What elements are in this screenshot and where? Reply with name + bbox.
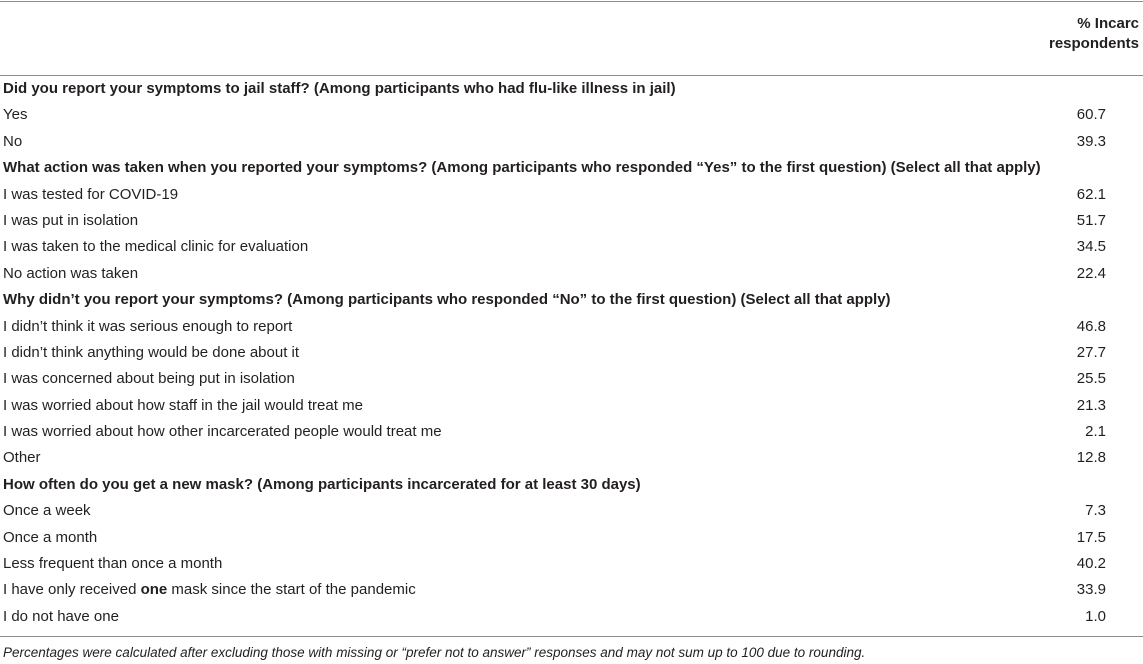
section-header-label: Why didn’t you report your symptoms? (Among participants who responded “No” to the first question) (Select all that apply) [3, 291, 891, 309]
row-label [3, 577, 416, 603]
row-value: 7.3 [1085, 502, 1106, 520]
table-body [0, 76, 1143, 630]
table-row [0, 525, 1143, 551]
row-value: 39.3 [1076, 132, 1106, 150]
table-row [0, 208, 1143, 234]
row-label: Yes [3, 106, 28, 124]
row-label: I was put in isolation [3, 211, 139, 229]
section-header-label: How often do you get a new mask? (Among participants incarcerated for at least 30 days) [3, 475, 641, 493]
row-value: 46.8 [1076, 317, 1106, 335]
row-label: Other [3, 449, 41, 467]
row-label: I do not have one [3, 607, 119, 625]
section-header-label: What action was taken when you reported your symptoms? (Among participants who responded “Yes” to the first question) (Select all that apply) [3, 159, 1041, 177]
section-header-row [0, 155, 1143, 181]
row-value: 22.4 [1076, 264, 1106, 282]
section-header-row [0, 76, 1143, 102]
row-label: Once a month [3, 528, 98, 546]
row-label: I didn’t think anything would be done about it [3, 343, 300, 361]
table-row [0, 577, 1143, 603]
table-row [0, 419, 1143, 445]
row-value: 60.7 [1076, 106, 1106, 124]
row-value: 62.1 [1076, 185, 1106, 203]
row-label: I was taken to the medical clinic for evaluation [3, 238, 309, 256]
table-footnote: Percentages were calculated after excluding those with missing or “prefer not to answer” responses and may not sum up to 100 due to rounding. [3, 645, 866, 660]
row-value: 51.7 [1076, 211, 1106, 229]
row-value: 34.5 [1076, 238, 1106, 256]
table-row [0, 261, 1143, 287]
row-label-part: mask since the start of the pandemic [167, 581, 416, 599]
row-label-emphasis: one [140, 581, 168, 599]
row-value: 1.0 [1085, 607, 1106, 625]
row-label: Less frequent than once a month [3, 555, 223, 573]
table-row [0, 182, 1143, 208]
table-row [0, 393, 1143, 419]
column-header-line1: % Incarc [1077, 15, 1139, 32]
row-value: 21.3 [1076, 396, 1106, 414]
row-value: 27.7 [1076, 343, 1106, 361]
table-bottom-rule [0, 636, 1143, 637]
row-label: I was worried about how staff in the jail would treat me [3, 396, 363, 414]
table-row [0, 340, 1143, 366]
table-row [0, 102, 1143, 128]
row-label: I was worried about how other incarcerated people would treat me [3, 423, 442, 441]
row-value: 40.2 [1076, 555, 1106, 573]
row-value: 2.1 [1085, 423, 1106, 441]
row-label: I was tested for COVID-19 [3, 185, 179, 203]
table-row [0, 314, 1143, 340]
table-row [0, 498, 1143, 524]
row-value: 33.9 [1076, 581, 1106, 599]
row-value: 17.5 [1076, 528, 1106, 546]
table-row [0, 604, 1143, 630]
row-label: No [3, 132, 23, 150]
table-row [0, 445, 1143, 471]
row-label: No action was taken [3, 264, 139, 282]
column-header-line2: respondents [1048, 35, 1139, 52]
section-header-label: Did you report your symptoms to jail staff? (Among participants who had flu-like illness in jail) [3, 80, 676, 97]
row-value: 25.5 [1076, 370, 1106, 388]
row-label-part: I have only received [3, 581, 141, 599]
column-header-incarc-respondents [999, 14, 1139, 54]
row-value: 12.8 [1076, 449, 1106, 467]
table-row [0, 129, 1143, 155]
row-label: I was concerned about being put in isolation [3, 370, 295, 388]
table-row [0, 551, 1143, 577]
table-top-rule [0, 1, 1143, 2]
row-label: Once a week [3, 502, 91, 520]
section-header-row [0, 472, 1143, 498]
section-header-row [0, 287, 1143, 313]
table-row [0, 366, 1143, 392]
row-label: I didn’t think it was serious enough to report [3, 317, 293, 335]
table-row [0, 234, 1143, 260]
